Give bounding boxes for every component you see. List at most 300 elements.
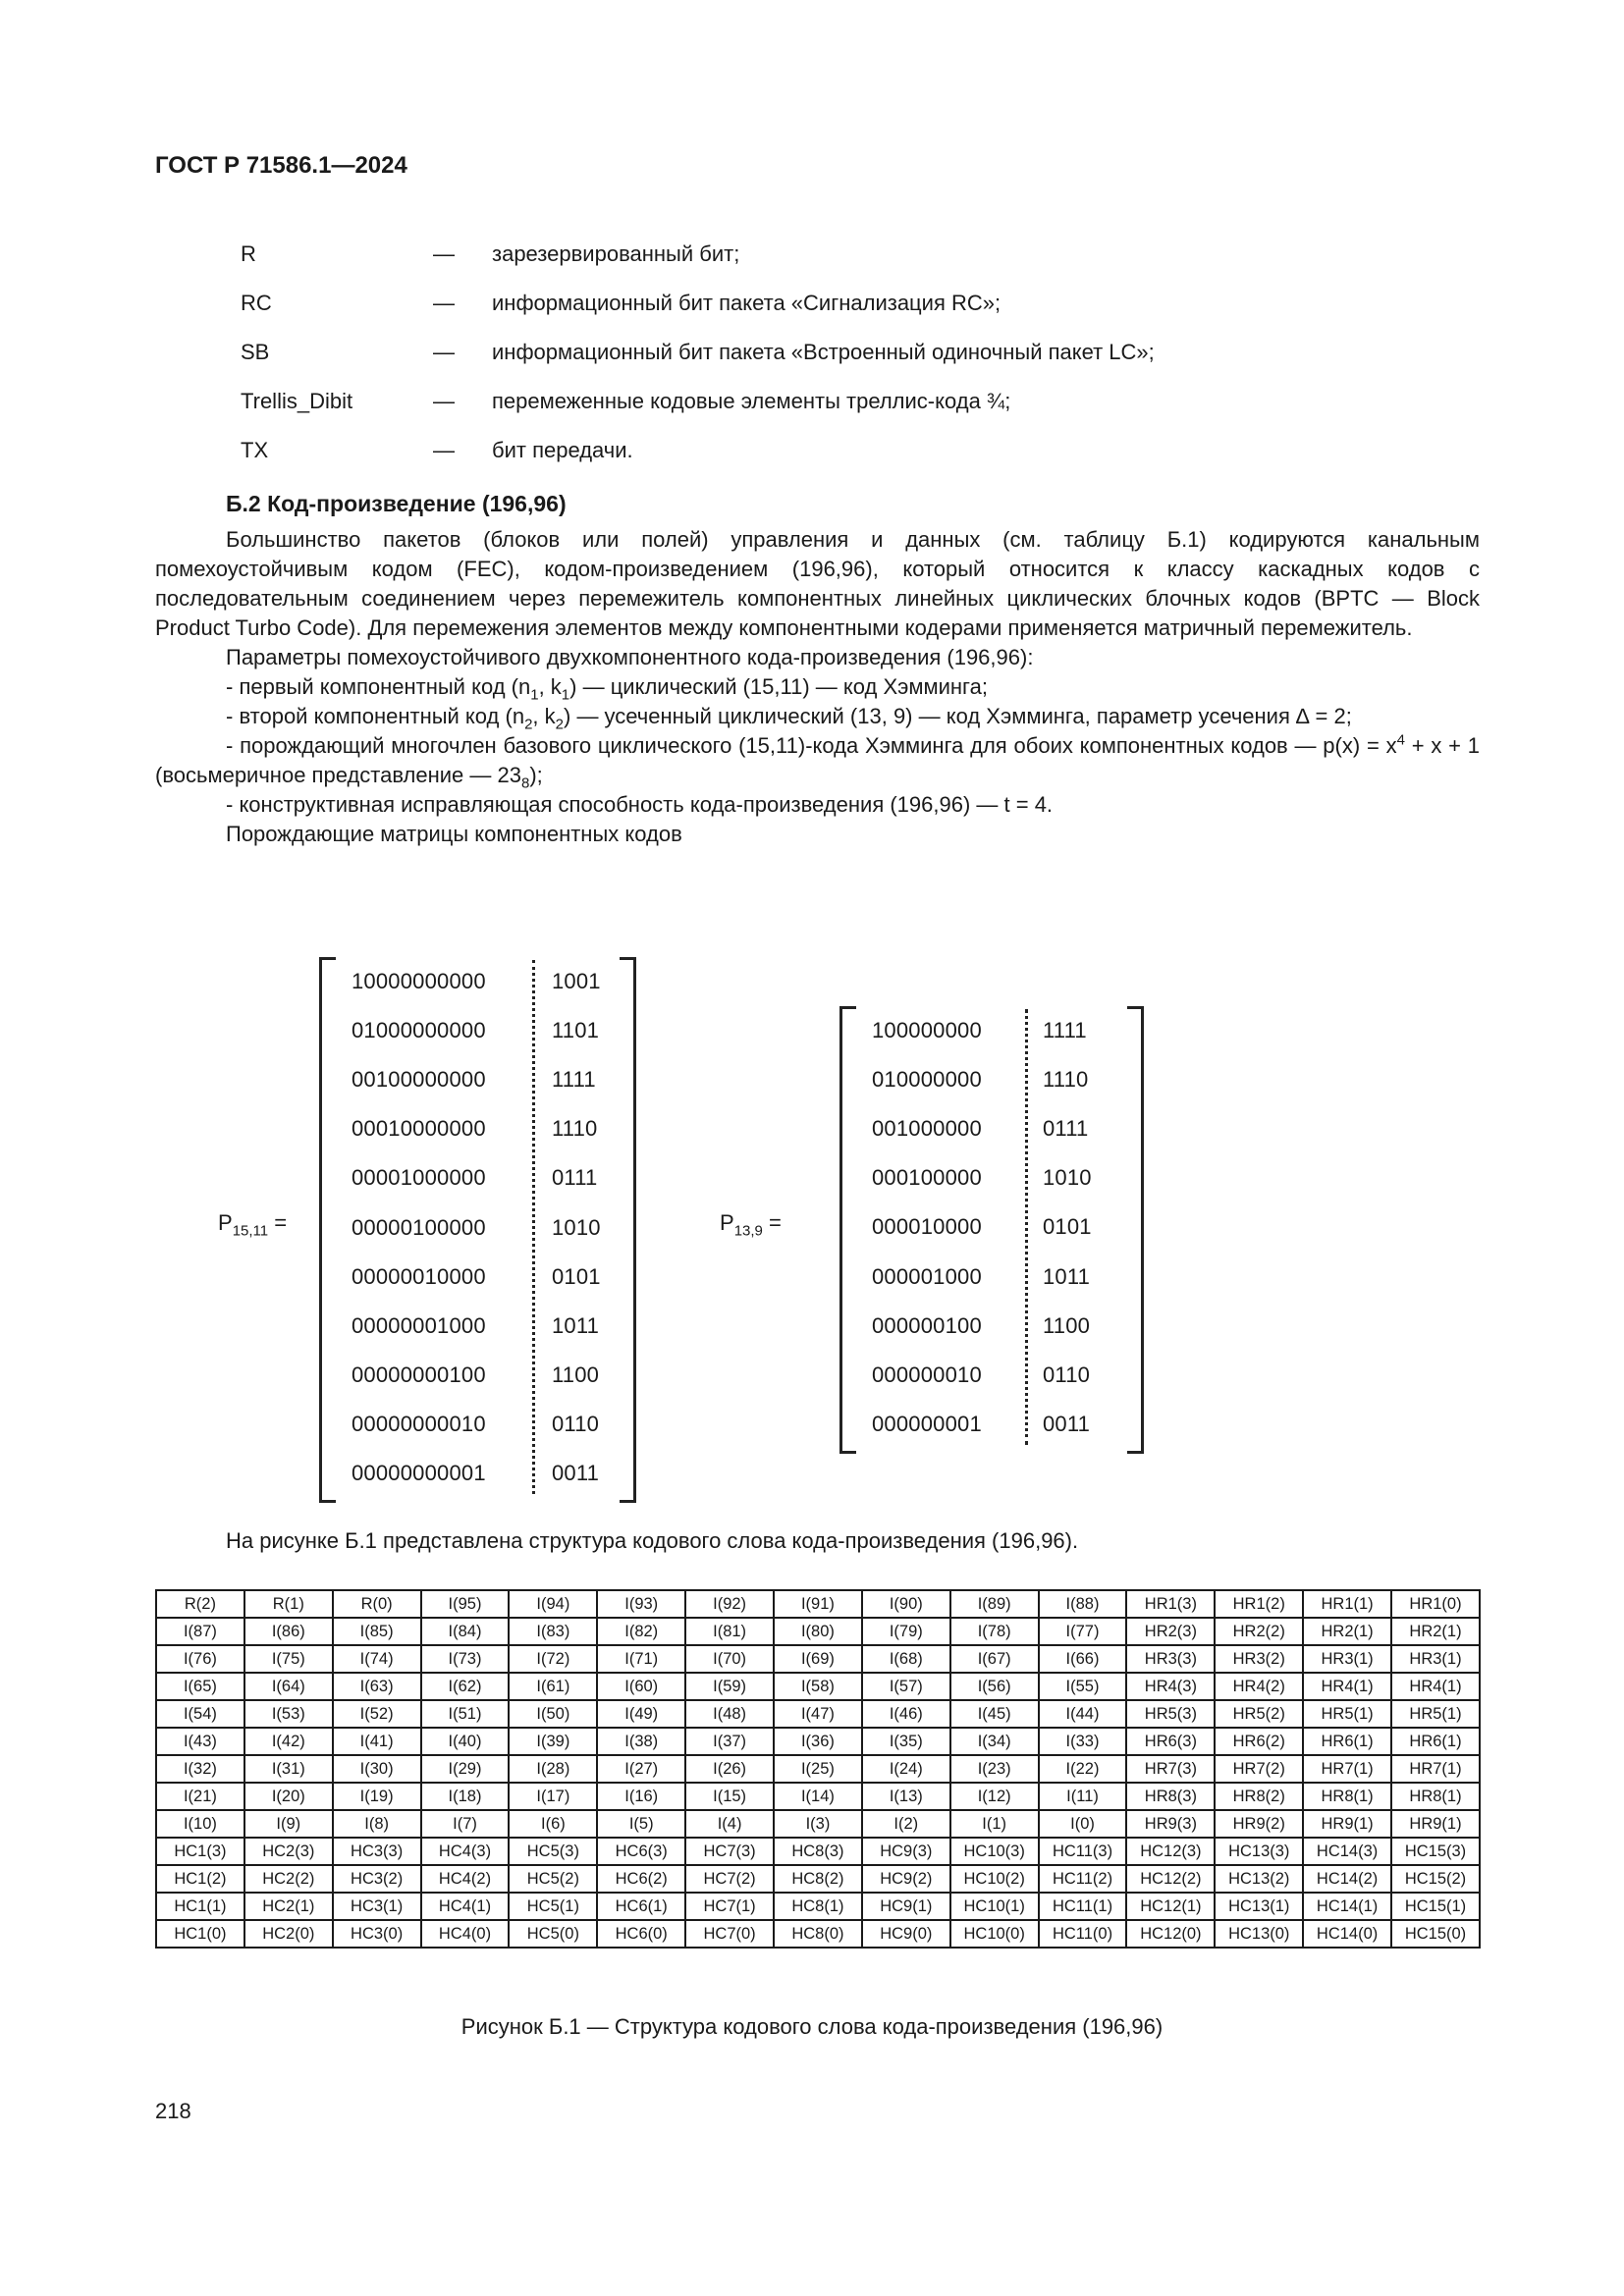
matrix1-right-bracket <box>620 957 636 1503</box>
table-cell: I(14) <box>774 1783 862 1810</box>
table-cell: R(0) <box>333 1590 421 1618</box>
table-cell: I(4) <box>685 1810 774 1838</box>
table-cell: HC6(3) <box>597 1838 685 1865</box>
table-cell: HR2(2) <box>1215 1618 1303 1645</box>
table-cell: HC9(0) <box>862 1920 950 1948</box>
table-cell: HC10(3) <box>950 1838 1039 1865</box>
table-cell: HC12(3) <box>1126 1838 1215 1865</box>
page-number: 218 <box>155 2099 191 2123</box>
definition-item <box>241 340 1478 389</box>
table-cell: I(41) <box>333 1728 421 1755</box>
definition-text: информационный бит пакета «Встроенный одиночный пакет LC»; <box>492 340 1155 364</box>
table-cell: R(1) <box>244 1590 333 1618</box>
table-cell: HC6(0) <box>597 1920 685 1948</box>
matrix1-row-parity: 1110 <box>552 1116 598 1142</box>
table-cell: I(34) <box>950 1728 1039 1755</box>
table-cell: I(92) <box>685 1590 774 1618</box>
table-cell: HC8(2) <box>774 1865 862 1893</box>
table-cell: HC1(1) <box>156 1893 244 1920</box>
table-cell: HR9(2) <box>1215 1810 1303 1838</box>
matrix2-row-parity: 1110 <box>1043 1067 1089 1093</box>
table-cell: I(12) <box>950 1783 1039 1810</box>
table-cell: HC6(2) <box>597 1865 685 1893</box>
text-run: - второй компонентный код (n <box>226 704 525 728</box>
table-cell: I(38) <box>597 1728 685 1755</box>
definition-dash: — <box>433 291 455 315</box>
table-cell: I(2) <box>862 1810 950 1838</box>
table-cell: HC14(1) <box>1303 1893 1391 1920</box>
matrix1-left-bracket <box>319 957 336 1503</box>
table-cell: I(66) <box>1039 1645 1127 1673</box>
table-cell: HR6(1) <box>1303 1728 1391 1755</box>
table-cell: HC2(2) <box>244 1865 333 1893</box>
table-cell: HC14(0) <box>1303 1920 1391 1948</box>
table-cell: HR9(1) <box>1303 1810 1391 1838</box>
table-row <box>156 1728 1480 1755</box>
matrix2-row-identity: 100000000 <box>872 1018 982 1042</box>
table-cell: I(45) <box>950 1700 1039 1728</box>
table-cell: HC11(3) <box>1039 1838 1127 1865</box>
table-cell: HR8(1) <box>1391 1783 1480 1810</box>
text-run: ) — циклический (15,11) — код Хэмминга; <box>569 674 988 699</box>
table-cell: I(6) <box>509 1810 597 1838</box>
table-cell: HC10(1) <box>950 1893 1039 1920</box>
text-run: ) — усеченный циклический (13, 9) — код Хэмминга, параметр усечения ∆ = 2; <box>564 704 1352 728</box>
matrix1-label <box>218 1210 288 1240</box>
superscript: 4 <box>1396 731 1405 749</box>
matrix2-row-parity: 1010 <box>1043 1165 1092 1191</box>
table-cell: I(78) <box>950 1618 1039 1645</box>
document-header: ГОСТ Р 71586.1—2024 <box>155 152 407 179</box>
table-cell: HR7(3) <box>1126 1755 1215 1783</box>
table-cell: HR4(3) <box>1126 1673 1215 1700</box>
table-cell: HC13(2) <box>1215 1865 1303 1893</box>
table-cell: I(25) <box>774 1755 862 1783</box>
paragraph <box>155 702 1480 731</box>
table-cell: I(65) <box>156 1673 244 1700</box>
table-cell: HC9(3) <box>862 1838 950 1865</box>
matrix2-row-parity: 1100 <box>1043 1312 1091 1338</box>
table-cell: I(19) <box>333 1783 421 1810</box>
table-cell: I(86) <box>244 1618 333 1645</box>
table-cell: I(26) <box>685 1755 774 1783</box>
table-cell: HR1(1) <box>1303 1590 1391 1618</box>
table-cell: I(8) <box>333 1810 421 1838</box>
table-cell: HR3(1) <box>1391 1645 1480 1673</box>
equals-sign: = <box>274 1210 288 1235</box>
table-cell: I(67) <box>950 1645 1039 1673</box>
table-cell: I(75) <box>244 1645 333 1673</box>
table-cell: HC10(2) <box>950 1865 1039 1893</box>
matrix1-row-identity: 00001000000 <box>352 1165 486 1191</box>
table-cell: I(10) <box>156 1810 244 1838</box>
table-cell: I(17) <box>509 1783 597 1810</box>
text-run: , k <box>538 674 562 699</box>
table-cell: I(89) <box>950 1590 1039 1618</box>
table-cell: HC7(1) <box>685 1893 774 1920</box>
matrix1-row-identity: 00000000001 <box>352 1461 486 1485</box>
table-cell: I(61) <box>509 1673 597 1700</box>
paragraph: Порождающие матрицы компонентных кодов <box>226 822 682 846</box>
table-cell: I(53) <box>244 1700 333 1728</box>
table-cell: HC15(2) <box>1391 1865 1480 1893</box>
table-cell: HR7(1) <box>1391 1755 1480 1783</box>
table-cell: I(79) <box>862 1618 950 1645</box>
table-cell: HR2(1) <box>1391 1618 1480 1645</box>
table-cell: I(82) <box>597 1618 685 1645</box>
table-cell: HC4(3) <box>421 1838 510 1865</box>
matrix1-row-parity: 0111 <box>552 1165 598 1191</box>
table-cell: I(16) <box>597 1783 685 1810</box>
table-cell: HR4(2) <box>1215 1673 1303 1700</box>
table-cell: I(55) <box>1039 1673 1127 1700</box>
table-cell: HC9(1) <box>862 1893 950 1920</box>
table-cell: I(57) <box>862 1673 950 1700</box>
table-cell: I(46) <box>862 1700 950 1728</box>
matrix2-row-identity: 010000000 <box>872 1067 982 1093</box>
table-cell: HC10(0) <box>950 1920 1039 1948</box>
matrix1-subscript: 15,11 <box>232 1222 269 1240</box>
matrix2-separator <box>1025 1009 1028 1445</box>
table-cell: HC2(1) <box>244 1893 333 1920</box>
text-run: - порождающий многочлен базового циклического (15,11)-кода Хэмминга для обоих компонентных кодов — p(x) = x <box>226 733 1397 758</box>
matrix2-row-parity: 1011 <box>1043 1263 1091 1289</box>
table-cell: HC2(0) <box>244 1920 333 1948</box>
table-cell: I(18) <box>421 1783 510 1810</box>
matrix2-row-parity: 1111 <box>1043 1018 1087 1042</box>
subscript: 2 <box>555 716 564 733</box>
table-cell: I(30) <box>333 1755 421 1783</box>
table-cell: HR5(1) <box>1303 1700 1391 1728</box>
definition-term: SB <box>241 340 270 364</box>
table-cell: HR7(2) <box>1215 1755 1303 1783</box>
table-cell: I(13) <box>862 1783 950 1810</box>
table-cell: HC14(3) <box>1303 1838 1391 1865</box>
table-cell: I(73) <box>421 1645 510 1673</box>
table-cell: HC12(1) <box>1126 1893 1215 1920</box>
text-run: - первый компонентный код (n <box>226 674 531 699</box>
table-cell: I(48) <box>685 1700 774 1728</box>
subscript: 1 <box>530 686 539 704</box>
table-cell: I(52) <box>333 1700 421 1728</box>
table-cell: I(20) <box>244 1783 333 1810</box>
matrix1-separator <box>532 960 535 1494</box>
table-cell: I(54) <box>156 1700 244 1728</box>
table-cell: I(43) <box>156 1728 244 1755</box>
table-cell: I(33) <box>1039 1728 1127 1755</box>
matrix1-row-parity: 0101 <box>552 1263 601 1289</box>
table-cell: I(32) <box>156 1755 244 1783</box>
table-cell: HC13(0) <box>1215 1920 1303 1948</box>
matrix1-row-parity: 1101 <box>552 1018 600 1043</box>
definition-item <box>241 438 1478 487</box>
table-row <box>156 1618 1480 1645</box>
table-cell: HR4(1) <box>1303 1673 1391 1700</box>
matrix1-row-parity: 0110 <box>552 1411 600 1436</box>
table-row <box>156 1920 1480 1948</box>
table-cell: I(11) <box>1039 1783 1127 1810</box>
table-cell: I(27) <box>597 1755 685 1783</box>
table-cell: I(91) <box>774 1590 862 1618</box>
table-cell: HR2(1) <box>1303 1618 1391 1645</box>
table-cell: HR8(1) <box>1303 1783 1391 1810</box>
table-row <box>156 1893 1480 1920</box>
table-row <box>156 1865 1480 1893</box>
table-cell: HC12(2) <box>1126 1865 1215 1893</box>
table-cell: HR3(3) <box>1126 1645 1215 1673</box>
table-cell: I(63) <box>333 1673 421 1700</box>
table-row <box>156 1755 1480 1783</box>
matrix1-row-identity: 00000100000 <box>352 1214 486 1240</box>
table-cell: HC15(3) <box>1391 1838 1480 1865</box>
table-cell: I(23) <box>950 1755 1039 1783</box>
table-cell: HC14(2) <box>1303 1865 1391 1893</box>
subscript: 8 <box>520 774 530 792</box>
matrix1-row-identity: 00000010000 <box>352 1263 486 1289</box>
subscript: 2 <box>524 716 533 733</box>
table-cell: HC3(1) <box>333 1893 421 1920</box>
table-cell: I(49) <box>597 1700 685 1728</box>
table-cell: HC1(2) <box>156 1865 244 1893</box>
matrix1-row-identity: 00000000010 <box>352 1411 486 1436</box>
table-cell: I(36) <box>774 1728 862 1755</box>
definition-text: зарезервированный бит; <box>492 241 740 266</box>
table-cell: I(40) <box>421 1728 510 1755</box>
table-cell: HC5(1) <box>509 1893 597 1920</box>
matrix1-row-identity: 01000000000 <box>352 1018 486 1043</box>
table-row <box>156 1645 1480 1673</box>
table-cell: I(42) <box>244 1728 333 1755</box>
table-cell: I(71) <box>597 1645 685 1673</box>
table-cell: HR9(1) <box>1391 1810 1480 1838</box>
table-cell: I(90) <box>862 1590 950 1618</box>
table-cell: HR4(1) <box>1391 1673 1480 1700</box>
table-cell: HC15(0) <box>1391 1920 1480 1948</box>
table-row <box>156 1590 1480 1618</box>
table-cell: HR8(3) <box>1126 1783 1215 1810</box>
table-cell: HC3(3) <box>333 1838 421 1865</box>
definition-term: RC <box>241 291 272 315</box>
matrix1-symbol: P <box>218 1210 233 1235</box>
table-cell: I(15) <box>685 1783 774 1810</box>
table-cell: HC5(3) <box>509 1838 597 1865</box>
table-cell: I(47) <box>774 1700 862 1728</box>
table-cell: HC4(0) <box>421 1920 510 1948</box>
table-cell: HC1(0) <box>156 1920 244 1948</box>
table-cell: HC11(1) <box>1039 1893 1127 1920</box>
table-cell: HR5(2) <box>1215 1700 1303 1728</box>
paragraph <box>155 731 1480 790</box>
table-cell: HR7(1) <box>1303 1755 1391 1783</box>
table-cell: HR5(3) <box>1126 1700 1215 1728</box>
table-cell: I(88) <box>1039 1590 1127 1618</box>
table-cell: I(84) <box>421 1618 510 1645</box>
figure-intro: На рисунке Б.1 представлена структура кодового слова кода-произведения (196,96). <box>226 1528 1079 1553</box>
table-cell: I(68) <box>862 1645 950 1673</box>
table-row <box>156 1783 1480 1810</box>
definition-item <box>241 291 1478 340</box>
definition-text: бит передачи. <box>492 438 633 462</box>
definition-dash: — <box>433 241 455 266</box>
table-cell: I(0) <box>1039 1810 1127 1838</box>
table-cell: I(56) <box>950 1673 1039 1700</box>
table-cell: I(60) <box>597 1673 685 1700</box>
definition-text: информационный бит пакета «Сигнализация RC»; <box>492 291 1001 315</box>
matrix2-symbol: P <box>720 1210 734 1235</box>
definition-term: Trellis_Dibit <box>241 389 353 413</box>
definition-text: перемеженные кодовые элементы треллис-кода ¾; <box>492 389 1011 413</box>
matrix2-right-bracket <box>1127 1006 1144 1454</box>
matrix1-row-parity: 1111 <box>552 1067 596 1093</box>
matrix1-row-parity: 1010 <box>552 1214 601 1240</box>
matrix1-row-identity: 10000000000 <box>352 969 486 993</box>
table-cell: I(87) <box>156 1618 244 1645</box>
matrix2-subscript: 13,9 <box>733 1222 763 1240</box>
table-cell: HC7(0) <box>685 1920 774 1948</box>
matrix1-row-parity: 1001 <box>552 969 601 993</box>
text-run: ); <box>529 763 543 787</box>
table-cell: I(81) <box>685 1618 774 1645</box>
equals-sign: = <box>769 1210 782 1235</box>
table-cell: I(93) <box>597 1590 685 1618</box>
table-cell: HR1(0) <box>1391 1590 1480 1618</box>
table-cell: I(37) <box>685 1728 774 1755</box>
table-cell: HC13(1) <box>1215 1893 1303 1920</box>
table-cell: HR8(2) <box>1215 1783 1303 1810</box>
matrix2-left-bracket <box>839 1006 856 1454</box>
table-cell: I(24) <box>862 1755 950 1783</box>
table-cell: R(2) <box>156 1590 244 1618</box>
matrix2-row-parity: 0011 <box>1043 1411 1091 1436</box>
matrix2-row-identity: 000100000 <box>872 1165 982 1191</box>
text-run: , k <box>532 704 556 728</box>
table-cell: HR1(2) <box>1215 1590 1303 1618</box>
table-cell: I(31) <box>244 1755 333 1783</box>
table-cell: I(50) <box>509 1700 597 1728</box>
matrix1-row-identity: 00000000100 <box>352 1362 486 1387</box>
table-cell: I(70) <box>685 1645 774 1673</box>
definition-item <box>241 241 1478 291</box>
table-cell: I(83) <box>509 1618 597 1645</box>
table-cell: HC15(1) <box>1391 1893 1480 1920</box>
table-cell: HR3(1) <box>1303 1645 1391 1673</box>
table-cell: I(21) <box>156 1783 244 1810</box>
table-cell: I(1) <box>950 1810 1039 1838</box>
table-cell: HC8(0) <box>774 1920 862 1948</box>
matrix2-row-identity: 000001000 <box>872 1263 982 1289</box>
table-cell: HR3(2) <box>1215 1645 1303 1673</box>
matrix2-row-identity: 000000010 <box>872 1362 982 1387</box>
table-row <box>156 1700 1480 1728</box>
table-cell: I(94) <box>509 1590 597 1618</box>
table-cell: HR6(2) <box>1215 1728 1303 1755</box>
table-cell: HC7(3) <box>685 1838 774 1865</box>
table-cell: I(62) <box>421 1673 510 1700</box>
table-cell: I(77) <box>1039 1618 1127 1645</box>
table-cell: I(28) <box>509 1755 597 1783</box>
table-cell: I(35) <box>862 1728 950 1755</box>
matrix1-row-identity: 00010000000 <box>352 1116 486 1142</box>
table-cell: HC8(3) <box>774 1838 862 1865</box>
table-cell: I(7) <box>421 1810 510 1838</box>
table-cell: HC5(2) <box>509 1865 597 1893</box>
table-cell: HC13(3) <box>1215 1838 1303 1865</box>
table-cell: HR6(3) <box>1126 1728 1215 1755</box>
table-cell: I(80) <box>774 1618 862 1645</box>
table-cell: I(59) <box>685 1673 774 1700</box>
table-cell: I(76) <box>156 1645 244 1673</box>
paragraph: Параметры помехоустойчивого двухкомпонентного кода-произведения (196,96): <box>226 645 1034 669</box>
table-cell: HC3(2) <box>333 1865 421 1893</box>
table-cell: I(9) <box>244 1810 333 1838</box>
paragraph <box>155 672 1480 702</box>
subscript: 1 <box>561 686 570 704</box>
definitions-list <box>241 241 1478 487</box>
matrix2-row-identity: 000000100 <box>872 1312 982 1338</box>
table-cell: I(3) <box>774 1810 862 1838</box>
matrix2-row-parity: 0101 <box>1043 1214 1092 1240</box>
table-cell: HC5(0) <box>509 1920 597 1948</box>
definition-term: TX <box>241 438 269 462</box>
table-cell: HC7(2) <box>685 1865 774 1893</box>
definition-dash: — <box>433 340 455 364</box>
definition-item <box>241 389 1478 438</box>
matrix1-row-identity: 00000001000 <box>352 1312 486 1338</box>
table-cell: HC6(1) <box>597 1893 685 1920</box>
table-row <box>156 1673 1480 1700</box>
table-cell: HC2(3) <box>244 1838 333 1865</box>
matrix2-row-parity: 0111 <box>1043 1116 1089 1142</box>
matrix2-row-identity: 000000001 <box>872 1411 982 1436</box>
table-cell: I(95) <box>421 1590 510 1618</box>
table-cell: I(64) <box>244 1673 333 1700</box>
table-cell: I(69) <box>774 1645 862 1673</box>
table-cell: I(5) <box>597 1810 685 1838</box>
text-run: + x + 1 (восьмеричное представление — 23 <box>155 733 1480 787</box>
table-cell: HC12(0) <box>1126 1920 1215 1948</box>
table-cell: I(44) <box>1039 1700 1127 1728</box>
section-title: Б.2 Код-произведение (196,96) <box>226 491 567 516</box>
table-row <box>156 1838 1480 1865</box>
table-cell: HR5(1) <box>1391 1700 1480 1728</box>
table-cell: HC8(1) <box>774 1893 862 1920</box>
table-cell: HR2(3) <box>1126 1618 1215 1645</box>
matrix1-row-parity: 1100 <box>552 1362 600 1387</box>
table-cell: I(72) <box>509 1645 597 1673</box>
table-cell: HC4(2) <box>421 1865 510 1893</box>
matrix2-row-identity: 000010000 <box>872 1214 982 1240</box>
table-cell: HR6(1) <box>1391 1728 1480 1755</box>
table-cell: HC11(2) <box>1039 1865 1127 1893</box>
table-cell: I(58) <box>774 1673 862 1700</box>
table-cell: HC3(0) <box>333 1920 421 1948</box>
paragraph: - конструктивная исправляющая способность кода-произведения (196,96) — t = 4. <box>226 792 1054 817</box>
paragraph: Большинство пакетов (блоков или полей) управления и данных (см. таблицу Б.1) кодируются канальным помехоустойчивым кодом (FEC), кодом-произведением (196,96), который относится к классу каскадных кодов с последовательным соединением через перемежитель компонентных линейных циклических блочных кодов (BPTC — Block Product Turbo Code). Для перемежения элементов между компонентными кодерами применяется матричный перемежитель. <box>155 527 1480 640</box>
matrix2-label <box>720 1210 782 1240</box>
table-cell: I(85) <box>333 1618 421 1645</box>
table-cell: HR1(3) <box>1126 1590 1215 1618</box>
table-cell: I(39) <box>509 1728 597 1755</box>
table-row <box>156 1810 1480 1838</box>
table-cell: I(29) <box>421 1755 510 1783</box>
table-cell: HC4(1) <box>421 1893 510 1920</box>
table-cell: HC1(3) <box>156 1838 244 1865</box>
matrix1-row-identity: 00100000000 <box>352 1067 486 1093</box>
figure-caption: Рисунок Б.1 — Структура кодового слова кода-произведения (196,96) <box>460 2014 1164 2039</box>
table-cell: HC9(2) <box>862 1865 950 1893</box>
matrix1-row-parity: 1011 <box>552 1312 600 1338</box>
codeword-structure-table <box>155 1589 1481 1949</box>
